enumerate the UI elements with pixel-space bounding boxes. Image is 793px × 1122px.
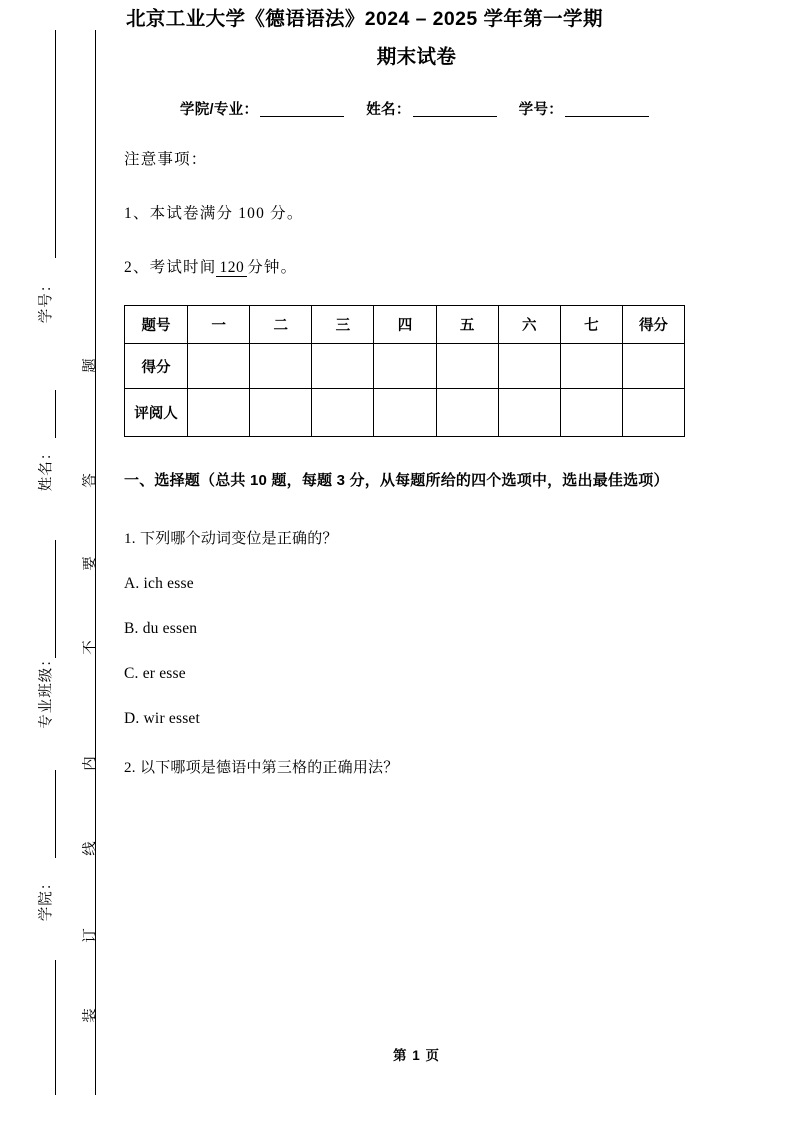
page-title (124, 0, 709, 76)
score-table-cell[interactable] (498, 389, 560, 437)
score-table-column-header: 四 (374, 306, 436, 344)
student-id-label: 学号： (518, 102, 564, 118)
exam-duration-value: 120 (216, 259, 247, 277)
question-2-text: 以下哪项是德语中第三格的正确用法？ (140, 759, 399, 776)
sidebar-vertical-char-3: 要 (82, 556, 99, 571)
score-table-column-header: 七 (560, 306, 622, 344)
college-major-blank[interactable] (260, 116, 344, 117)
question-1-option-d[interactable]: D. wir esset (124, 710, 201, 727)
score-table (124, 305, 685, 437)
note-item-2 (124, 255, 709, 277)
score-table-cell[interactable] (436, 389, 498, 437)
name-blank[interactable] (413, 116, 497, 117)
table-row (125, 389, 685, 437)
title-line-1: 北京工业大学《德语语法》2024 – 2025 学年第一学期 (126, 8, 603, 30)
notes-heading: 注意事项： (124, 151, 208, 168)
score-table-cell[interactable] (374, 389, 436, 437)
question-1 (124, 527, 709, 548)
question-1-option-a[interactable]: A. ich esse (124, 575, 194, 592)
name-label: 姓名： (366, 102, 411, 118)
score-table-cell[interactable] (436, 344, 498, 389)
score-table-cell[interactable] (374, 344, 436, 389)
score-table-cell[interactable] (312, 389, 374, 437)
score-table-cell[interactable] (250, 344, 312, 389)
sidebar-rule-segment-2 (55, 390, 56, 438)
question-1-number: 1. (124, 531, 136, 547)
score-table-row-header: 得分 (125, 344, 188, 389)
score-table-row-header: 评阅人 (125, 389, 188, 437)
note-2-prefix: 2、考试时间 (124, 259, 217, 276)
score-table-cell[interactable] (312, 344, 374, 389)
score-table-cell[interactable] (498, 344, 560, 389)
question-2 (124, 756, 709, 777)
score-table-column-header: 二 (250, 306, 312, 344)
sidebar-vertical-char-2: 答 (82, 473, 99, 488)
sidebar-rule-segment-4 (55, 770, 56, 858)
binding-sidebar (0, 0, 110, 1122)
note-2-suffix: 分钟。 (247, 259, 298, 276)
score-table-column-header: 一 (188, 306, 250, 344)
note-item-1 (124, 201, 709, 223)
sidebar-vertical-char-8: 装 (82, 1008, 99, 1023)
score-table-column-header: 三 (312, 306, 374, 344)
score-table-column-header: 五 (436, 306, 498, 344)
sidebar-vertical-char-6: 线 (82, 841, 99, 856)
score-table-cell[interactable] (188, 389, 250, 437)
score-table-row-header: 题号 (125, 306, 188, 344)
sidebar-vertical-char-4: 不 (82, 640, 99, 655)
section-heading-1: 一、选择题（总共 10 题，每题 3 分，从每题所给的四个选项中，选出最佳选项） (124, 472, 669, 489)
college-major-label: 学院/专业： (179, 102, 259, 118)
table-row (125, 344, 685, 389)
question-1-option-c[interactable]: C. er esse (124, 665, 186, 682)
question-1-option-b[interactable]: B. du essen (124, 620, 198, 637)
score-table-cell[interactable] (250, 389, 312, 437)
sidebar-vertical-label-text: 姓名： (38, 444, 55, 492)
score-table-cell[interactable] (188, 344, 250, 389)
sidebar-vertical-label-text: 学号： (38, 276, 55, 324)
question-1-text: 下列哪个动词变位是正确的？ (140, 530, 338, 547)
sidebar-vertical-char-5: 内 (82, 756, 99, 771)
score-table-cell[interactable] (622, 344, 684, 389)
title-line-2: 期末试卷 (376, 46, 457, 68)
score-table-cell[interactable] (560, 344, 622, 389)
sidebar-vertical-label-text: 学院： (38, 874, 55, 922)
sidebar-rule-segment-3 (55, 540, 56, 658)
score-table-column-header: 六 (498, 306, 560, 344)
student-id-blank[interactable] (565, 116, 649, 117)
score-table-cell[interactable] (622, 389, 684, 437)
sidebar-vertical-char-7: 订 (82, 928, 99, 943)
table-row (125, 306, 685, 344)
page-number-label: 第 1 页 (392, 1048, 440, 1063)
sidebar-rule-segment-5 (55, 960, 56, 1095)
student-info-line (124, 98, 709, 119)
page-footer (124, 1044, 709, 1064)
score-table-cell[interactable] (560, 389, 622, 437)
sidebar-vertical-label-text: 专业班级： (38, 651, 55, 729)
question-2-number: 2. (124, 760, 136, 776)
sidebar-rule-segment-1 (55, 30, 56, 258)
score-table-column-header: 得分 (622, 306, 684, 344)
note-1-text: 1、本试卷满分 100 分。 (124, 205, 304, 222)
sidebar-vertical-char-1: 题 (82, 358, 99, 373)
page-content (124, 0, 709, 1122)
